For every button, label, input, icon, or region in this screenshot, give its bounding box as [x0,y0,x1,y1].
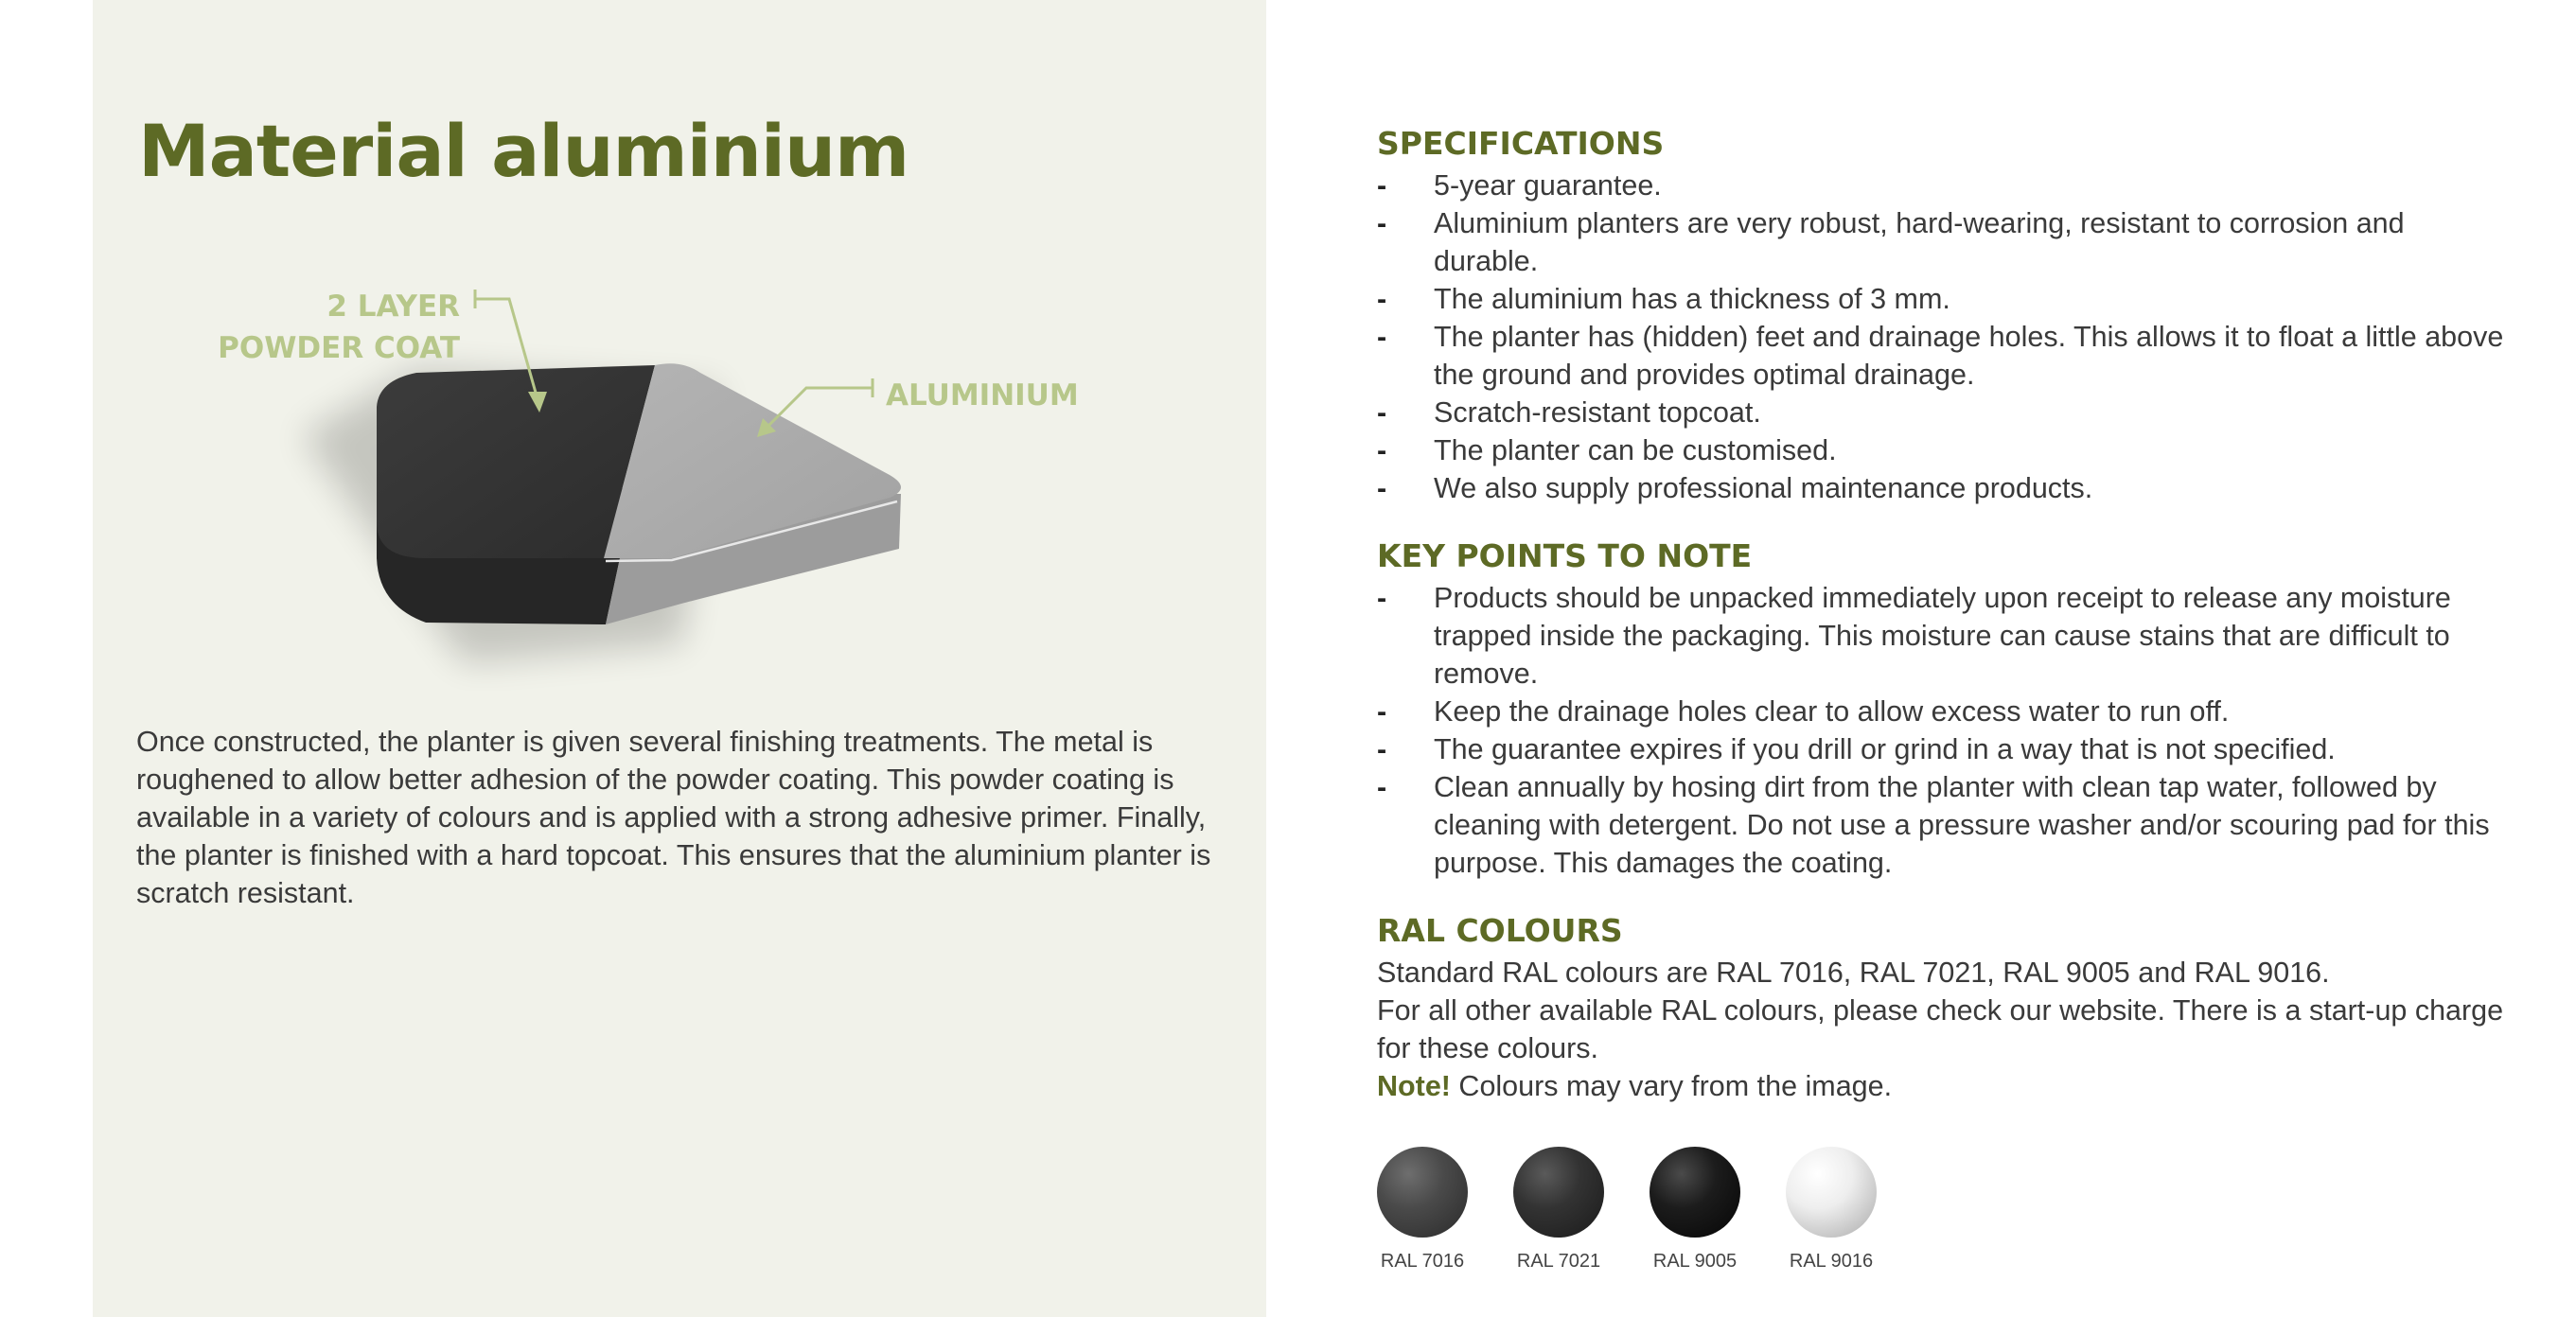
list-item: - Aluminium planters are very robust, hard-wearing, resistant to corrosion and durable. [1377,204,2513,280]
dash-bullet: - [1377,169,1387,202]
note-label: Note! [1377,1070,1451,1102]
list-item: - The planter can be customised. [1377,431,2513,469]
page-title: Material aluminium [138,109,909,193]
dash-bullet: - [1377,396,1387,429]
list-item: - The planter has (hidden) feet and drainage holes. This allows it to float a little above the ground and provides optimal drainage. [1377,318,2513,394]
swatch-ral-7016 [1377,1147,1468,1273]
dash-bullet: - [1377,771,1387,803]
list-item: - The aluminium has a thickness of 3 mm. [1377,280,2513,318]
swatch-ral-9005 [1650,1147,1740,1273]
list-item: - 5-year guarantee. [1377,167,2513,204]
list-item: - Scratch-resistant topcoat. [1377,394,2513,431]
swatch-label: RAL 9016 [1789,1251,1874,1272]
swatch-label: RAL 7016 [1380,1251,1465,1272]
list-item: - We also supply professional maintenance products. [1377,469,2513,507]
dash-bullet: - [1377,321,1387,353]
ral-standard-text: Standard RAL colours are RAL 7016, RAL 7021, RAL 9005 and RAL 9016. [1377,957,2330,989]
right-column [1377,121,2513,1273]
callout-powder-coat [218,286,460,369]
list-item: - Products should be unpacked immediately upon receipt to release any moisture trapped inside the packaging. This moisture can cause stains that are difficult to remove. [1377,579,2513,693]
intro-paragraph: Once constructed, the planter is given several finishing treatments. The metal is roughened to allow better adhesion of the powder coating. This powder coating is available in a variety of colours and is applied with a strong adhesive primer. Finally, the planter is finished with a hard topcoat. This ensures that the aluminium planter is scratch resistant. [136,726,1211,909]
note-text: Colours may vary from the image. [1450,1070,1893,1102]
specifications-list [1377,167,2513,507]
callout-coat-line2: POWDER COAT [218,331,460,365]
dash-bullet: - [1377,283,1387,315]
colour-swatch [1377,1147,1468,1238]
callout-coat-line1: 2 LAYER [326,290,460,324]
list-item: - Keep the drainage holes clear to allow excess water to run off. [1377,693,2513,730]
dash-bullet: - [1377,207,1387,239]
list-item: - Clean annually by hosing dirt from the planter with clean tap water, followed by cleaning with detergent. Do not use a pressure washer and/or scouring pad for this purpose. This damages the coating. [1377,768,2513,882]
key-points-heading: KEY POINTS TO NOTE [1377,537,1753,574]
swatch-ral-7021 [1513,1147,1604,1273]
colour-swatches [1377,1147,2513,1273]
colour-swatch [1513,1147,1604,1238]
ral-other-text: For all other available RAL colours, please check our website. There is a start-up charge for these colours. [1377,994,2504,1064]
swatch-label: RAL 7021 [1516,1251,1601,1272]
swatch-label: RAL 9005 [1652,1251,1738,1272]
dash-bullet: - [1377,472,1387,504]
dash-bullet: - [1377,695,1387,728]
swatch-ral-9016 [1786,1147,1877,1273]
dash-bullet: - [1377,582,1387,614]
dash-bullet: - [1377,434,1387,466]
list-item: - The guarantee expires if you drill or grind in a way that is not specified. [1377,730,2513,768]
key-points-list [1377,579,2513,882]
colour-swatch [1650,1147,1740,1238]
ral-note [1377,1067,2513,1105]
ral-colours-heading: RAL COLOURS [1377,912,1623,949]
callout-aluminium: ALUMINIUM [886,378,1079,413]
specifications-heading: SPECIFICATIONS [1377,125,1665,162]
colour-swatch [1786,1147,1877,1238]
dash-bullet: - [1377,733,1387,765]
